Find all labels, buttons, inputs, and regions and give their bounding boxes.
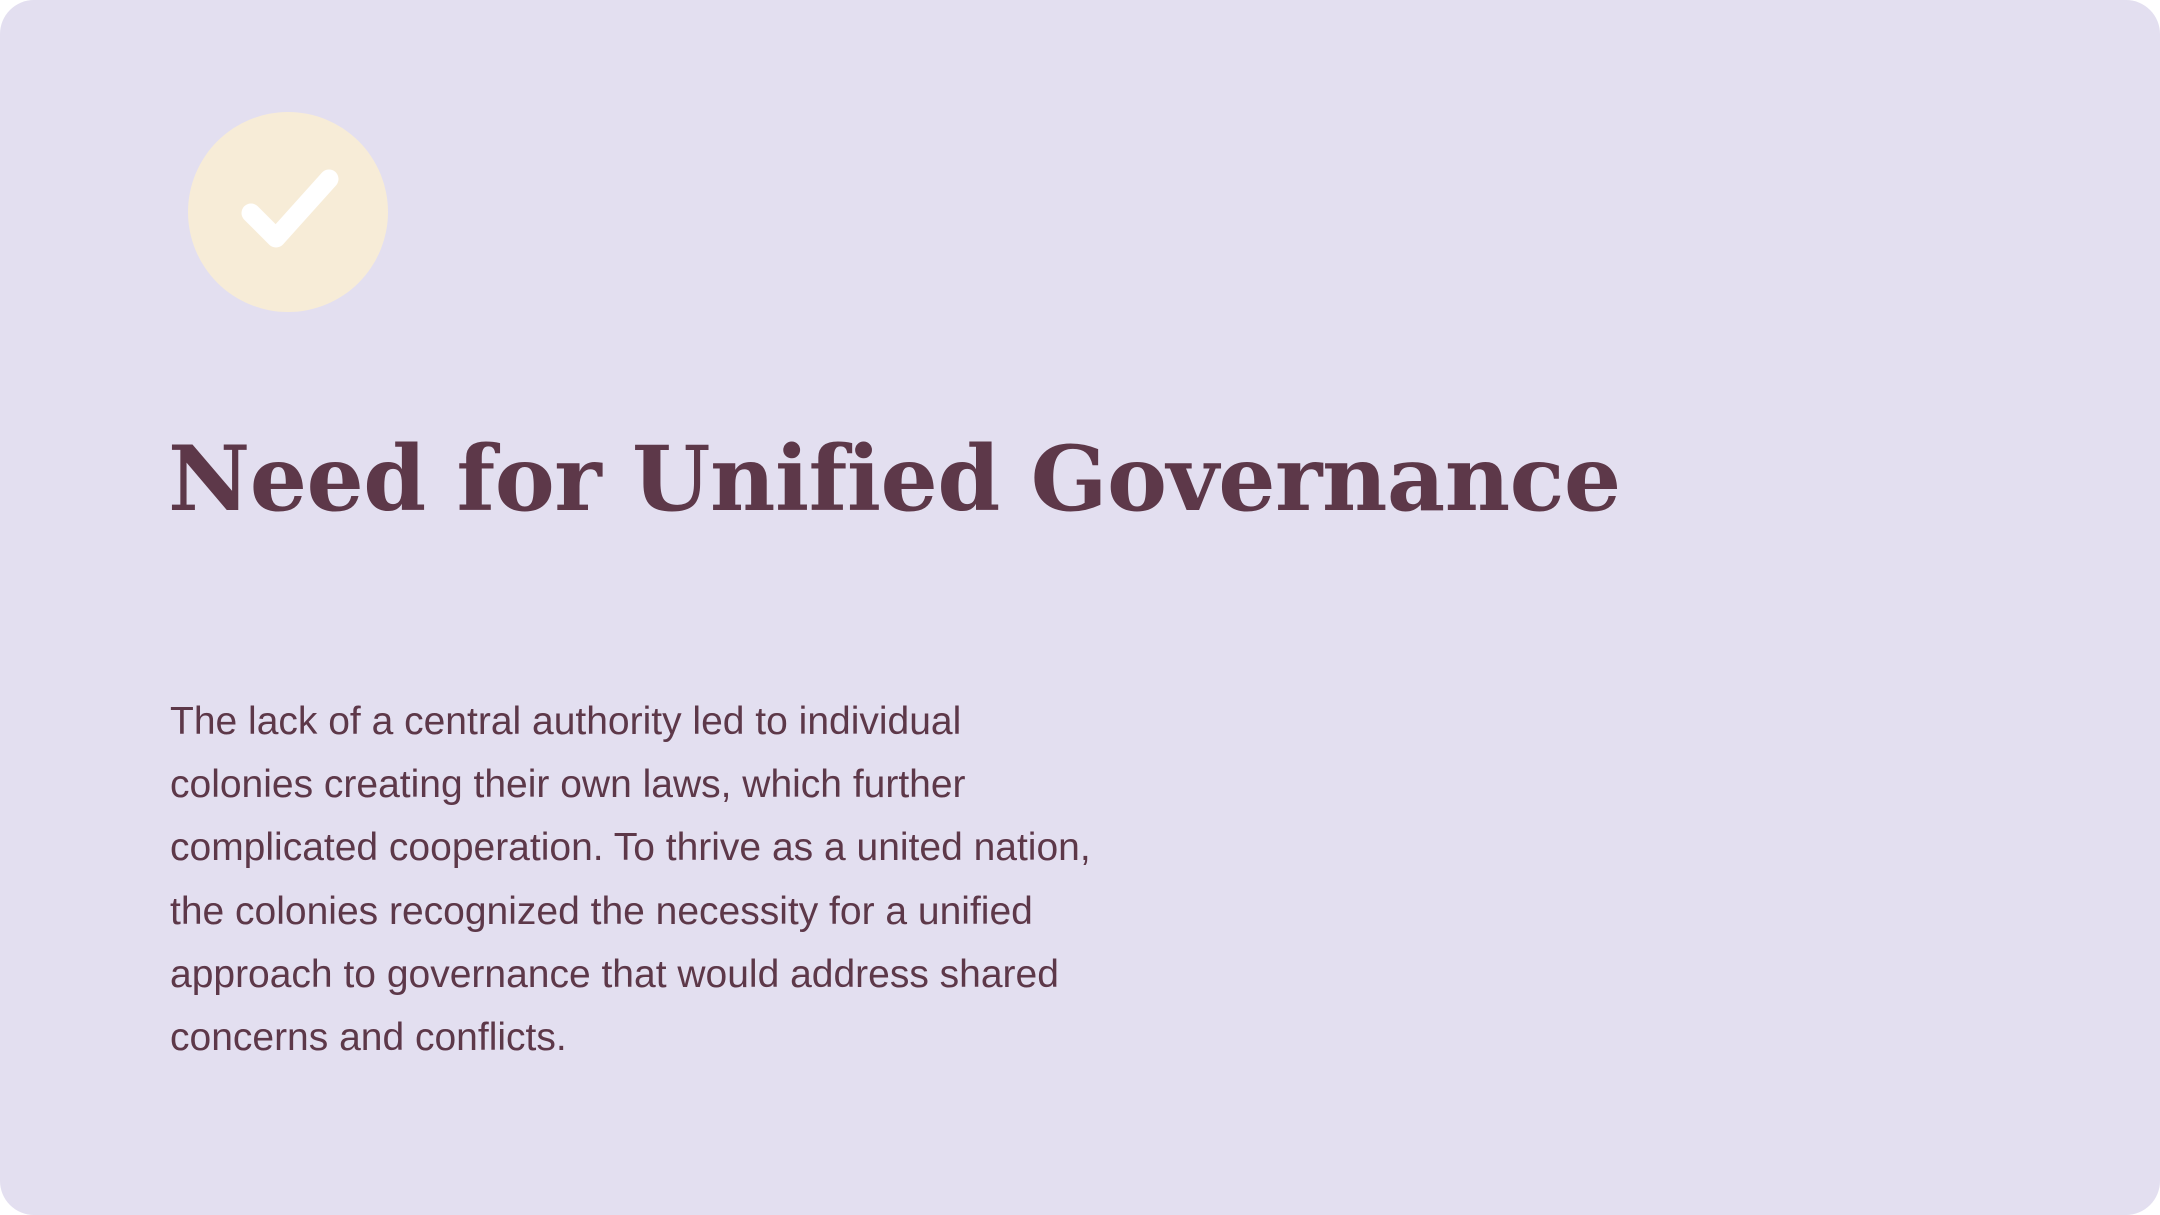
badge-circle — [188, 112, 388, 312]
check-icon — [213, 137, 363, 287]
body-paragraph: The lack of a central authority led to individual colonies creating their own laws, which further complicated cooperation. To thrive as a united nation, the colonies recognized the necessity for a unified approach to governance that would address shared concerns and conflicts. — [170, 700, 1091, 1059]
page-title: Need for Unified Governance — [168, 426, 1621, 532]
